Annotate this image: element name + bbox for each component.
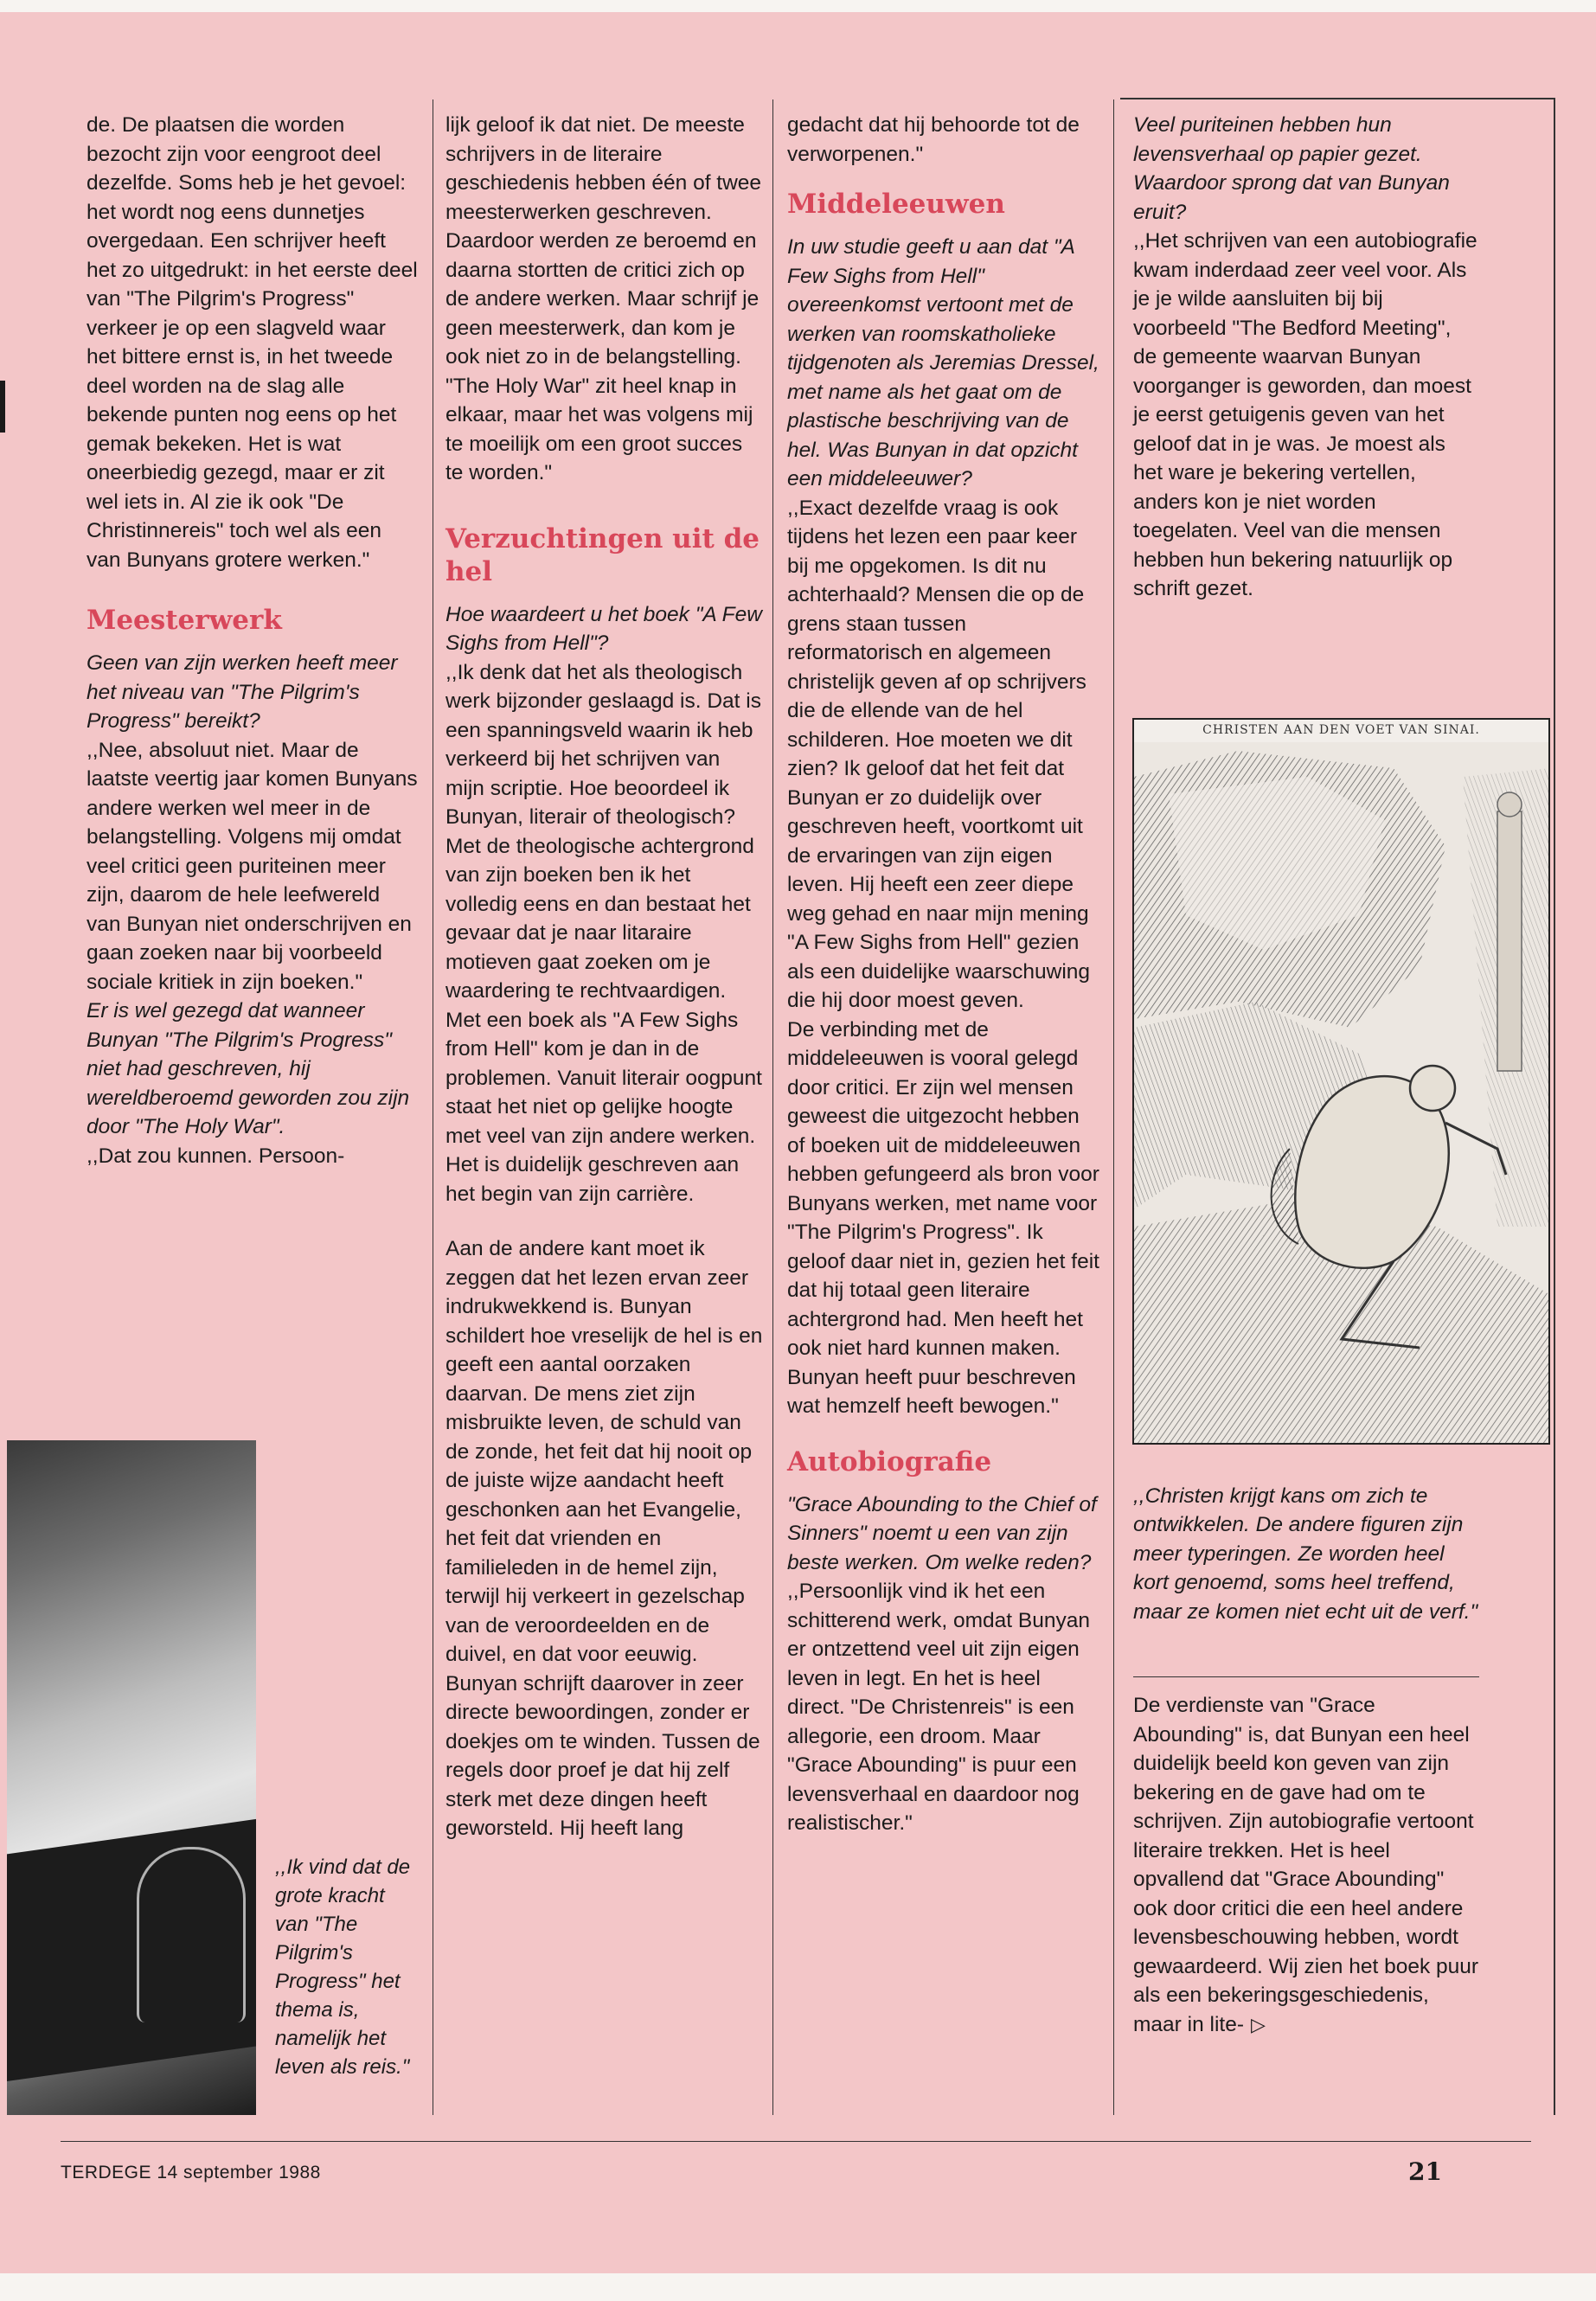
column-3 — [787, 111, 1100, 1838]
paragraph — [1133, 1691, 1479, 2039]
paragraph: gedacht dat hij behoorde tot de verworpenen." — [787, 113, 1080, 166]
interview-question: "Grace Abounding to the Chief of Sinners" noemt u een van zijn beste werken. Om welke reden? — [787, 1492, 1097, 1574]
engraving-drawing — [1134, 742, 1550, 1445]
paragraph: ,,Ik denk dat het als theologisch werk bijzonder geslaagd is. Dat is een spanningsveld waarin ik heb verkeerd bij het schrijven van mijn scriptie. Hoe beoordeel ik Bunyan, literair of theologisch? Met de theologische achtergrond van zijn boeken ben ik het volledig eens en dan bestaat het gevaar dat je naar litaraire motieven gaat zoeken om je waardering te rechtvaardigen. Met een boek als "A Few Sighs from Hell" kom je dan in de problemen. Vanuit literair oogpunt staat het niet op gelijke hoogte met veel van zijn andere werken. Het is duidelijk geschreven aan het begin van zijn carrière. — [445, 660, 762, 1206]
interview-question: In uw studie geeft u aan dat "A Few Sighs from Hell" overeenkomst vertoont met de werken van roomskatholieke tijdgenoten als Jeremias Dressel, met name als het gaat om de plastische beschrijving van de hel. Was Bunyan in dat opzicht een middeleeuwer? — [787, 235, 1099, 490]
paragraph: ,,Nee, absoluut niet. Maar de laatste veertig jaar komen Bunyans andere werken wel meer in de belangstelling. Volgens mij omdat veel critici geen puriteinen meer zijn, daarom de hele leefwereld van Bunyan niet onderschrijven en gaan zoeken naar bij voorbeeld sociale kritiek in zijn boeken." — [87, 738, 418, 994]
paragraph: ,,Dat zou kunnen. Persoon- — [87, 1144, 345, 1168]
section-heading-autobiografie: Autobiografie — [787, 1445, 992, 1477]
paragraph: lijk geloof ik dat niet. De meeste schrijvers in de literaire geschiedenis hebben één of twee meesterwerken geschreven. Daardoor werden ze beroemd en daarna stortten de critici zich op de andere werken. Maar schrijf je geen meesterwerk, dan kom je ook niet zo in de belangstelling. "The Holy War" zit heel knap in elkaar, maar het was volgens mij te moeilijk om een groot succes te worden." — [445, 113, 762, 484]
paragraph-text: De verdienste van "Grace Abounding" is, dat Bunyan een heel duidelijk beeld kon geven van zijn bekering en de gave had om te schrijven. Zijn autobiografie vertoont literaire trekken. Het is heel opvallend dat "Grace Abounding" ook door critici die een heel andere levensbeschouwing hebben, wordt gewaardeerd. Wij zien het boek puur als een bekeringsgeschiedenis, maar in lite- — [1133, 1694, 1479, 2036]
publication-footer: TERDEGE 14 september 1988 — [61, 2163, 321, 2182]
paragraph: ,,Exact dezelfde vraag is ook tijdens het lezen een paar keer bij me opgekomen. Is dit nu achterhaald? Mensen die op de grens staan tussen reformatorisch en algemeen christelijk geven af op schrijvers die de ellende van de hel schilderen. Hoe moeten we dit zien? Ik geloof dat het feit dat Bunyan er zo duidelijk over geschreven heeft, voortkomt uit de ervaringen van zijn eigen leven. Hij heeft een zeer diepe weg gehad en naar mijn mening "A Few Sighs from Hell" gezien als een duidelijke waarschuwing die hij door moest geven. — [787, 496, 1091, 1012]
pull-quote: ,,Ik vind dat de grote kracht van "The Pilgrim's Progress" het thema is, namelijk het leven als reis." — [275, 1856, 411, 2079]
paragraph: Aan de andere kant moet ik zeggen dat het lezen ervan zeer indrukwekkend is. Bunyan schildert hoe vreselijk de hel is en geeft een aantal oorzaken daarvan. De mens ziet zijn misbruikte leven, de schuld van de zonde, het feit dat hij nooit op de juiste wijze aandacht heeft geschonken aan het Evangelie, het feit dat vrienden en familieleden in de hemel zijn, terwijl hij verkeert in gezelschap van de veroordeelden en de duivel, en dat voor eeuwig. Bunyan schrijft daarover in zeer directe bewoordingen, zonder er doekjes om te winden. Tussen de regels door proef je dat hij zelf sterk met deze dingen heeft geworsteld. Hij heeft lang — [445, 1237, 763, 1840]
column-4-bottom — [1133, 1691, 1479, 2039]
interview-question: Geen van zijn werken heeft meer het niveau van "The Pilgrim's Progress" bereikt? — [87, 651, 398, 733]
illustration-caption: ,,Christen krijgt kans om zich te ontwikkelen. De andere figuren zijn meer typeringen. Ze worden heel kort genoemd, soms heel treffend, maar ze komen niet echt uit de verf." — [1133, 1484, 1478, 1624]
interview-question: Veel puriteinen hebben hun levensverhaal op papier gezet. Waardoor sprong dat van Bunyan eruit? — [1133, 113, 1450, 224]
column-2 — [445, 111, 764, 1843]
triangle-right-icon: ▷ — [1250, 2013, 1266, 2035]
paragraph: ,,Het schrijven van een autobiografie kwam inderdaad zeer veel voor. Als je je wilde aansluiten bij bij voorbeeld "The Bedford Meeting", de gemeente waarvan Bunyan voorganger is geworden, dan moest je eerst getuigenis geven van het geloof dat in je was. Je moest als het ware je bekering vertellen, anders kon je niet worden toegelaten. Veel van die mensen hebben hun bekering natuurlijk op schrift gezet. — [1133, 229, 1477, 600]
top-margin — [0, 0, 1596, 12]
interview-question: Hoe waardeert u het boek "A Few Sighs from Hell"? — [445, 602, 762, 655]
column-1 — [87, 111, 420, 1170]
interview-question: Er is wel gezegd dat wanneer Bunyan "The Pilgrim's Progress" niet had geschreven, hij wereldberoemd geworden zou zijn door "The Holy War". — [87, 999, 410, 1138]
column-rule — [1113, 99, 1114, 2115]
caption-rule — [1133, 1676, 1479, 1677]
photo-book-cover — [7, 1440, 256, 2115]
section-heading-verzuchtingen: Verzuchtingen uit de hel — [445, 522, 760, 587]
column-4-top — [1133, 111, 1479, 604]
paragraph-gap — [445, 1208, 764, 1234]
engraving-illustration — [1132, 718, 1550, 1445]
section-heading-middeleeuwen: Middeleeuwen — [787, 189, 1005, 220]
column-rule — [772, 99, 773, 2115]
photo-highlight-shape — [137, 1847, 246, 2022]
paragraph: De verbinding met de middeleeuwen is vooral gelegd door critici. Er zijn wel mensen geweest die uitgezocht hebben of boeken uit de middeleeuwen hebben gefungeerd als bron voor Bunyans werken, met name voor "The Pilgrim's Progress". Ik geloof daar niet in, gezien het feit dat hij totaal geen literaire achtergrond had. Men heeft het ook niet hard kunnen maken. Bunyan heeft puur beschreven wat hemzelf heeft bewogen." — [787, 1017, 1099, 1418]
section-heading-meesterwerk: Meesterwerk — [87, 605, 282, 636]
binding-mark — [0, 381, 5, 433]
engraving-title: CHRISTEN AAN DEN VOET VAN SINAI. — [1202, 723, 1480, 737]
right-rule — [1554, 98, 1555, 2115]
top-rule — [1120, 98, 1554, 99]
paragraph: de. De plaatsen die worden bezocht zijn voor eengroot deel dezelfde. Soms heb je het gevoel: het wordt nog eens dunnetjes overgedaan. Een schrijver heeft het zo uitgedrukt: in het eerste deel van "The Pilgrim's Progress" verkeer je op een slagveld waar het bittere ernst is, in het tweede deel worden na de slag alle bekende punten nog eens op het gemak bekeken. Het is wat oneerbiedig gezegd, maar er zit wel iets in. Al zie ik ook "De Christinnereis" toch wel als een van Bunyans grotere werken." — [87, 113, 418, 572]
bottom-margin — [0, 2273, 1596, 2301]
paragraph: ,,Persoonlijk vind ik het een schitterend werk, omdat Bunyan er ontzettend veel uit zijn eigen leven in legt. En het is heel direct. "De Christenreis" is een allegorie, een droom. Maar "Grace Abounding" is puur een levensverhaal en daardoor nog realistischer." — [787, 1580, 1090, 1835]
page-number: 21 — [1408, 2157, 1442, 2186]
bottom-rule — [61, 2141, 1531, 2142]
